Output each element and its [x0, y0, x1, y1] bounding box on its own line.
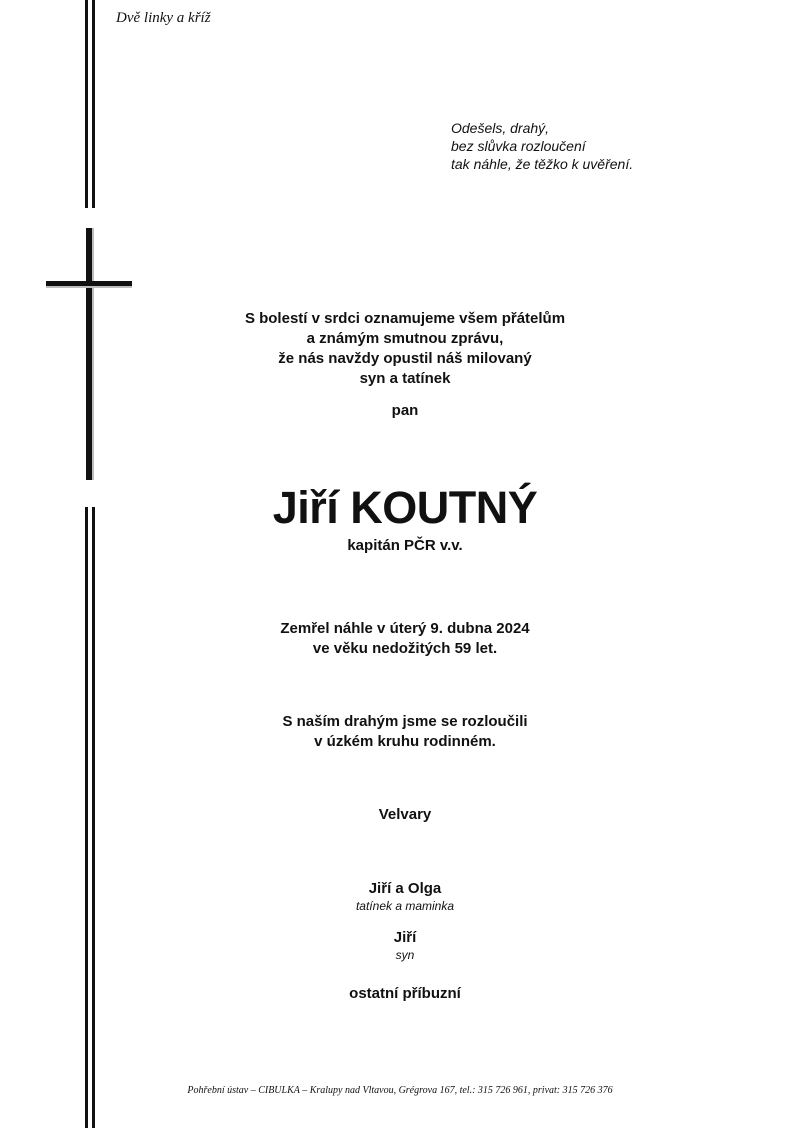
mourner-name: Jiří a Olga — [368, 880, 442, 897]
mourner-name: Jiří — [393, 929, 417, 946]
death-info — [105, 619, 705, 659]
other-relatives: ostatní příbuzní — [349, 985, 461, 1002]
top-left-line — [85, 0, 88, 208]
deceased-rank: kapitán PČR v.v. — [347, 537, 463, 554]
honorific: pan — [391, 402, 419, 419]
death-line: ve věku nedožitých 59 let. — [312, 640, 498, 657]
announcement-line: že nás navždy opustil náš milovaný — [278, 350, 532, 367]
announcement-line: a známým smutnou zprávu, — [306, 330, 504, 347]
funeral-home-footer: Pohřební ústav – CIBULKA – Kralupy nad Vltavou, Grégrova 167, tel.: 315 726 961, privat: 315 726 376 — [187, 1085, 613, 1096]
farewell-line: S naším drahým jsme se rozloučili — [282, 713, 528, 730]
cross-vertical-bar — [86, 228, 92, 480]
announcement-line: syn a tatínek — [359, 370, 451, 387]
poem-line: bez slůvka rozloučení — [451, 138, 586, 154]
bottom-left-line — [85, 507, 88, 1128]
cross-horizontal-bar — [46, 281, 132, 286]
mourner-relation: syn — [395, 948, 415, 962]
poem — [451, 119, 633, 173]
announcement — [105, 309, 705, 389]
poem-line: tak náhle, že těžko k uvěření. — [451, 156, 634, 172]
template-title: Dvě linky a kříž — [116, 10, 211, 26]
deceased-name: Jiří KOUTNÝ — [272, 482, 538, 533]
mourner-relation: tatínek a maminka — [355, 899, 455, 913]
farewell-line: v úzkém kruhu rodinném. — [314, 733, 496, 750]
mourner-son — [105, 929, 705, 962]
bottom-right-line — [92, 507, 95, 1128]
poem-line: Odešels, drahý, — [451, 120, 550, 136]
death-line: Zemřel náhle v úterý 9. dubna 2024 — [280, 620, 530, 637]
announcement-line: S bolestí v srdci oznamujeme všem přátelům — [244, 310, 566, 327]
place: Velvary — [378, 806, 432, 823]
mourner-parents — [105, 880, 705, 913]
top-right-line — [92, 0, 95, 208]
farewell-info — [105, 712, 705, 752]
